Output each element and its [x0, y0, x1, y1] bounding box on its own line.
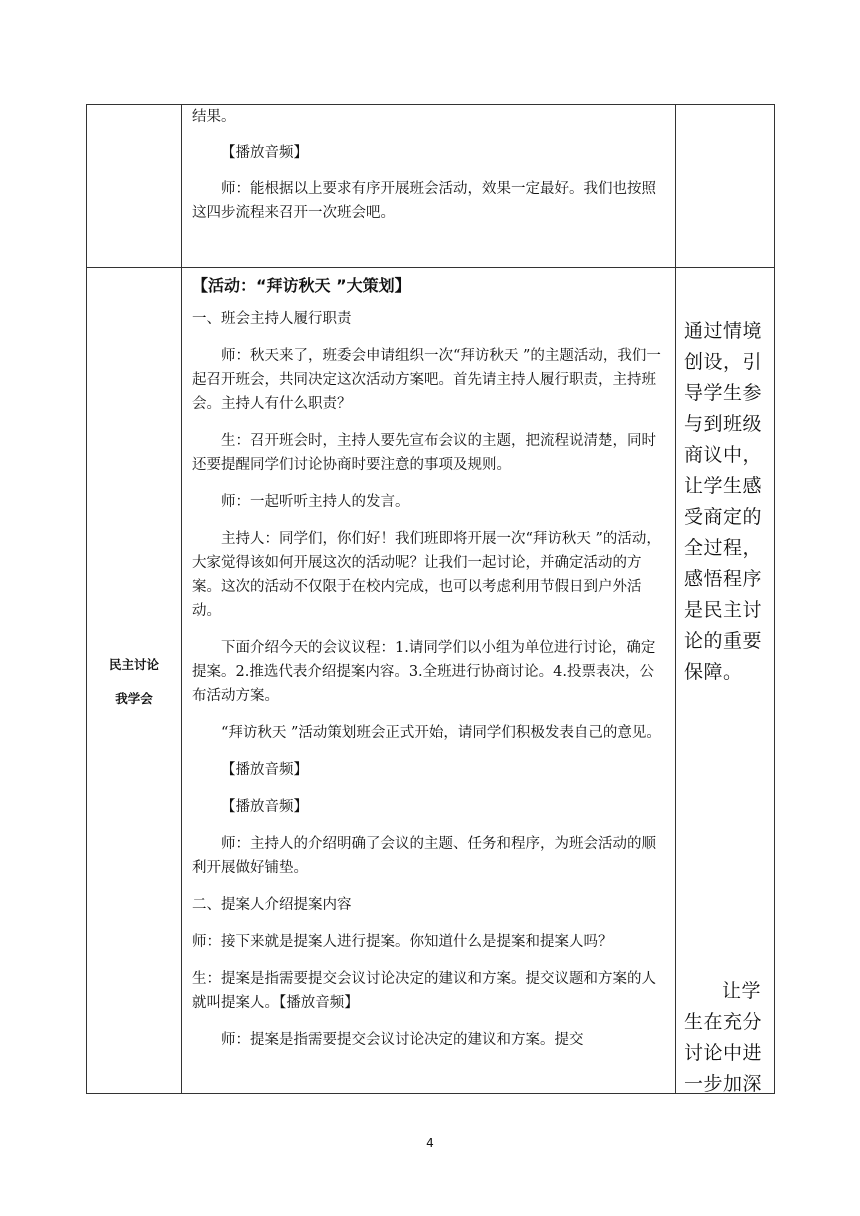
section-title: 一、班会主持人履行职责 — [192, 311, 352, 327]
paragraph: 结果。 — [192, 109, 236, 125]
lesson-table — [86, 104, 775, 1094]
paragraph: 主持人：同学们，你们好！我们班即将开展一次“拜访秋天 ”的活动，大家觉得该如何开展这次的活动呢？让我们一起讨论，并确定活动的方案。这次的活动不仅限于在校内完成，也可以考虑利用节假日到户外活动。 — [192, 531, 661, 619]
section-label — [87, 648, 181, 716]
section-label-line1: 民主讨论 — [108, 657, 159, 672]
paragraph: 师：一起听听主持人的发言。 — [221, 494, 410, 510]
design-note: 通过情境创设，引导学生参与到班级商议中，让学生感受商定的全过程，感悟程序是民主讨论的重要保障。 — [684, 320, 763, 683]
content-cell — [182, 268, 676, 1094]
paragraph: “拜访秋天 ”活动策划班会正式开始，请同学们积极发表自己的意见。 — [221, 725, 661, 741]
paragraph: 【播放音频】 — [221, 799, 308, 815]
table-row — [87, 268, 775, 1094]
paragraph: 【播放音频】 — [221, 762, 308, 778]
page-number: 4 — [426, 1136, 434, 1150]
paragraph: 师：接下来就是提案人进行提案。你知道什么是提案和提案人吗？ — [192, 934, 613, 950]
left-cell-empty — [87, 105, 182, 268]
table-row — [87, 105, 775, 268]
activity-heading: 【活动：“拜访秋天 ”大策划】 — [192, 276, 411, 295]
paragraph: 生：召开班会时，主持人要先宣布会议的主题，把流程说清楚，同时还要提醒同学们讨论协商时要注意的事项及规则。 — [192, 433, 656, 473]
paragraph: 师：主持人的介绍明确了会议的主题、任务和程序，为班会活动的顺利开展做好铺垫。 — [192, 836, 656, 876]
left-label-cell — [87, 268, 182, 1094]
paragraph: 师：秋天来了，班委会申请组织一次“拜访秋天 ”的主题活动，我们一起召开班会，共同决定这次活动方案吧。首先请主持人履行职责，主持班会。主持人有什么职责？ — [192, 348, 661, 412]
paragraph: 下面介绍今天的会议议程：1.请同学们以小组为单位进行讨论，确定提案。2.推选代表介绍提案内容。3.全班进行协商讨论。4.投票表决，公布活动方案。 — [192, 640, 656, 704]
design-note: 让学生在充分讨论中进一步加深 — [684, 980, 763, 1095]
paragraph: 【播放音频】 — [221, 145, 308, 161]
paragraph: 师：能根据以上要求有序开展班会活动，效果一定最好。我们也按照这四步流程来召开一次班会吧。 — [192, 181, 656, 221]
content-cell — [182, 105, 676, 268]
note-cell-empty — [676, 105, 775, 268]
paragraph: 生：提案是指需要提交会议讨论决定的建议和方案。提交议题和方案的人就叫提案人。【播放音频】 — [192, 971, 656, 1011]
paragraph: 师：提案是指需要提交会议讨论决定的建议和方案。提交 — [221, 1032, 584, 1048]
note-cell — [676, 268, 775, 1094]
section-label-line2: 我学会 — [115, 691, 153, 706]
section-title: 二、提案人介绍提案内容 — [192, 897, 352, 913]
